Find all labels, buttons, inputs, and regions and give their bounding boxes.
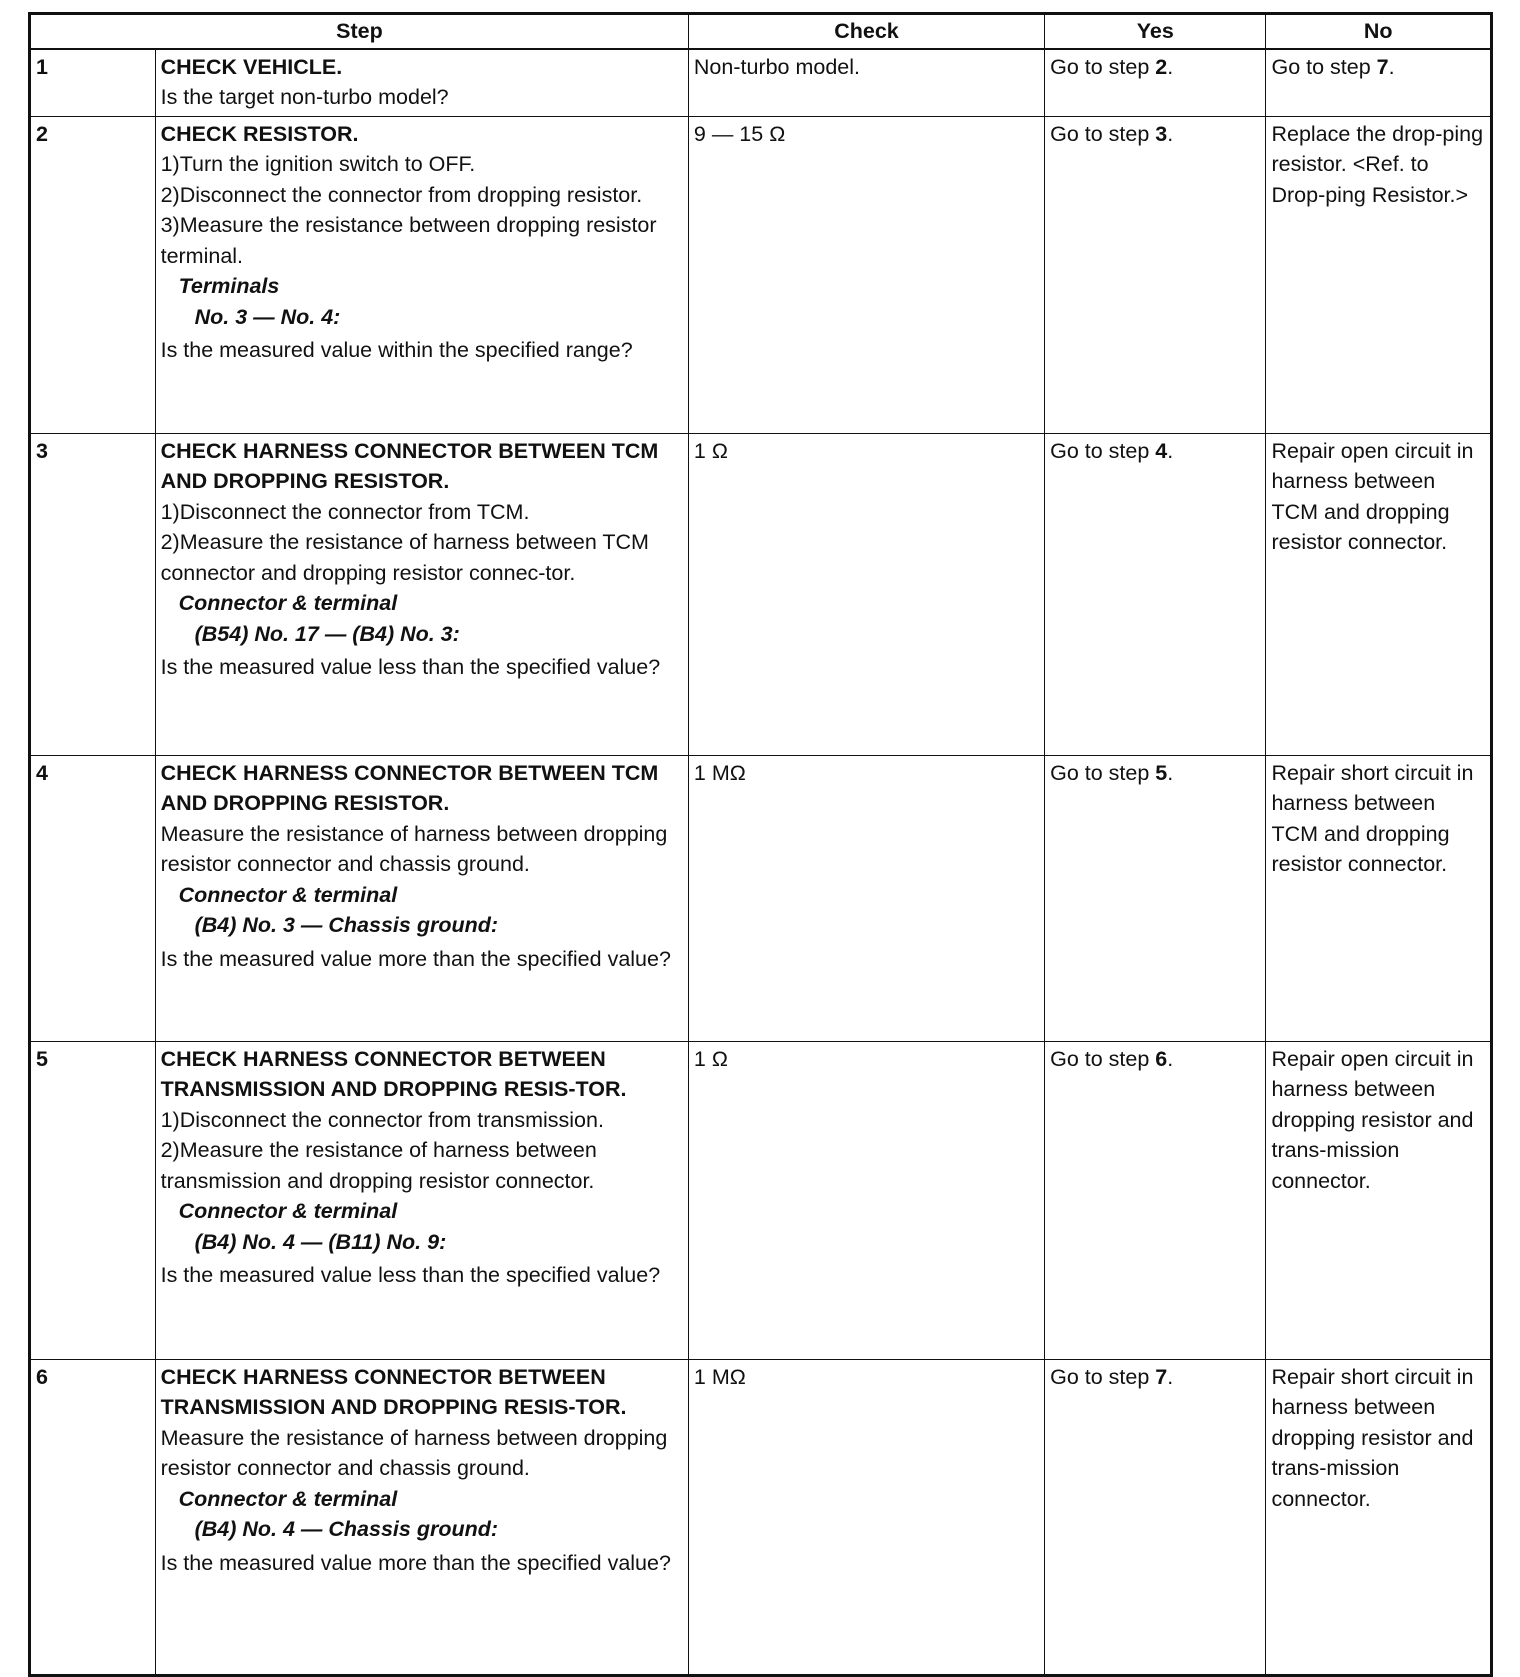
step-question: Is the measured value more than the specified value? <box>160 946 671 971</box>
step-description <box>155 49 688 117</box>
table-row <box>30 755 1492 1041</box>
step-instruction: 1)Disconnect the connector from transmission. <box>160 1107 604 1132</box>
connector-label: Connector & terminal <box>178 1486 398 1511</box>
step-title: CHECK HARNESS CONNECTOR BETWEEN TRANSMISSION AND DROPPING RESIS-TOR. <box>160 1364 627 1419</box>
header-no: No <box>1266 14 1492 49</box>
check-value: 1 Ω <box>688 1041 1044 1359</box>
step-title: CHECK HARNESS CONNECTOR BETWEEN TRANSMISSION AND DROPPING RESIS-TOR. <box>160 1046 627 1101</box>
header-check: Check <box>688 14 1044 49</box>
yes-step-number: 7 <box>1155 1364 1168 1389</box>
diagnostic-procedure-sheet <box>28 12 1493 1654</box>
connector-label: Connector & terminal <box>178 591 398 615</box>
yes-action: Go to step 5. <box>1045 755 1266 1041</box>
diagnostic-table <box>28 12 1493 1677</box>
step-description <box>155 1359 688 1675</box>
step-title: CHECK VEHICLE. <box>160 54 343 79</box>
step-number: 1 <box>30 49 156 117</box>
step-instruction: Is the target non-turbo model? <box>160 85 449 109</box>
step-description <box>155 116 688 433</box>
step-title: CHECK RESISTOR. <box>160 121 359 146</box>
table-header-row <box>30 14 1492 49</box>
step-title: CHECK HARNESS CONNECTOR BETWEEN TCM AND DROPPING RESISTOR. <box>160 760 659 815</box>
connector-label: Connector & terminal <box>178 1199 398 1223</box>
step-description <box>155 433 688 755</box>
step-instruction: 1)Disconnect the connector from TCM. <box>160 499 530 524</box>
yes-action: Go to step 6. <box>1045 1041 1266 1359</box>
step-question: Is the measured value within the specified range? <box>160 338 633 362</box>
no-action: Repair open circuit in harness between TCM and dropping resistor connector. <box>1266 433 1492 755</box>
step-instruction: Measure the resistance of harness between dropping resistor connector and chassis ground. <box>160 821 668 876</box>
yes-step-number: 2 <box>1155 54 1168 79</box>
step-instruction: 2)Measure the resistance of harness between transmission and dropping resistor connector. <box>160 1138 597 1193</box>
table-row <box>30 1041 1492 1359</box>
header-step: Step <box>30 14 689 49</box>
header-yes: Yes <box>1045 14 1266 49</box>
yes-action: Go to step 2. <box>1045 49 1266 117</box>
connector-label: Connector & terminal <box>178 882 398 907</box>
step-description <box>155 1041 688 1359</box>
no-step-number: 7 <box>1376 54 1389 79</box>
check-value: 1 Ω <box>688 433 1044 755</box>
connector-spec: (B4) No. 3 — Chassis ground: <box>194 913 499 937</box>
check-value: 1 MΩ <box>688 1359 1044 1675</box>
terminal-label: Terminals <box>178 274 280 298</box>
connector-spec: (B54) No. 17 — (B4) No. 3: <box>194 621 460 646</box>
no-action: Go to step 7. <box>1266 49 1492 117</box>
step-number: 5 <box>30 1041 156 1359</box>
yes-step-number: 5 <box>1155 760 1168 785</box>
step-number: 2 <box>30 116 156 433</box>
table-row <box>30 49 1492 117</box>
connector-spec: (B4) No. 4 — Chassis ground: <box>194 1517 499 1541</box>
step-instruction: 3)Measure the resistance between dropping resistor terminal. <box>160 213 657 268</box>
yes-action: Go to step 4. <box>1045 433 1266 755</box>
yes-step-number: 3 <box>1155 121 1168 146</box>
step-title: CHECK HARNESS CONNECTOR BETWEEN TCM AND DROPPING RESISTOR. <box>160 438 659 493</box>
step-number: 4 <box>30 755 156 1041</box>
no-action: Repair short circuit in harness between TCM and dropping resistor connector. <box>1266 755 1492 1041</box>
step-question: Is the measured value less than the specified value? <box>160 1263 661 1287</box>
yes-step-number: 6 <box>1155 1046 1168 1071</box>
yes-action: Go to step 3. <box>1045 116 1266 433</box>
yes-step-number: 4 <box>1155 438 1168 463</box>
step-number: 3 <box>30 433 156 755</box>
step-instruction: 1)Turn the ignition switch to OFF. <box>160 152 476 176</box>
step-number: 6 <box>30 1359 156 1675</box>
step-instruction: 2)Disconnect the connector from dropping resistor. <box>160 182 643 207</box>
step-question: Is the measured value less than the specified value? <box>160 655 661 679</box>
check-value: 1 MΩ <box>688 755 1044 1041</box>
no-action: Repair open circuit in harness between dropping resistor and trans-mission connector. <box>1266 1041 1492 1359</box>
table-row <box>30 116 1492 433</box>
connector-spec: (B4) No. 4 — (B11) No. 9: <box>194 1229 447 1254</box>
yes-action: Go to step 7. <box>1045 1359 1266 1675</box>
table-row <box>30 433 1492 755</box>
table-row <box>30 1359 1492 1675</box>
check-value: Non-turbo model. <box>688 49 1044 117</box>
step-instruction: Measure the resistance of harness between dropping resistor connector and chassis ground. <box>160 1425 668 1480</box>
terminal-spec: No. 3 — No. 4: <box>194 304 341 329</box>
check-value: 9 — 15 Ω <box>688 116 1044 433</box>
step-question: Is the measured value more than the specified value? <box>160 1550 671 1575</box>
no-action: Replace the drop-ping resistor. <Ref. to Drop-ping Resistor.> <box>1266 116 1492 433</box>
no-action: Repair short circuit in harness between dropping resistor and trans-mission connector. <box>1266 1359 1492 1675</box>
step-instruction: 2)Measure the resistance of harness between TCM connector and dropping resistor connec-tor. <box>160 530 649 585</box>
step-description <box>155 755 688 1041</box>
